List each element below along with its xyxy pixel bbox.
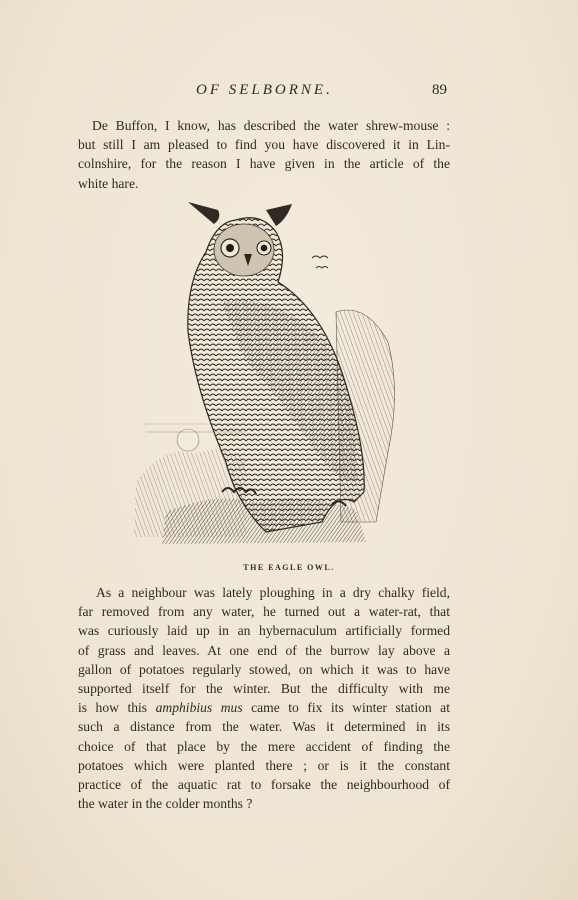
text-segment: is how this	[78, 700, 156, 716]
text-line: white hare.	[78, 175, 139, 191]
italic-latin-term: amphibius mus	[155, 700, 243, 716]
text-line: As a neighbour was lately ploughing in a dry chalky field,	[96, 585, 450, 600]
text-line: such a distance from the water. Was it determined in its	[78, 719, 450, 735]
text-segment: came to fix its winter station at	[251, 700, 450, 716]
running-head	[0, 82, 578, 106]
paragraph-2	[78, 583, 450, 813]
text-line: colnshire, for the reason I have given in the article of the	[78, 156, 450, 172]
running-title: OF SELBORNE.	[196, 82, 333, 98]
text-line: of grass and leaves. At one end of the burrow lay above a	[78, 642, 450, 658]
text-line-with-italic	[78, 698, 450, 717]
text-line: but still I am pleased to find you have discovered it in Lin-	[78, 137, 450, 153]
text-line: choice of that place by the mere accident of finding the	[78, 738, 450, 754]
text-line: far removed from any water, he turned out a water-rat, that	[78, 604, 450, 620]
text-line: gallon of potatoes regularly stowed, on which it was to have	[78, 661, 450, 677]
text-line: supported itself for the winter. But the difficulty with me	[78, 681, 450, 697]
page-number: 89	[432, 82, 447, 98]
illustration-caption: THE EAGLE OWL.	[243, 563, 335, 572]
text-line: potatoes which were planted there ; or is it the constant	[78, 757, 450, 773]
text-line: was curiously laid up in an hybernaculum artificially formed	[78, 623, 450, 639]
text-line: the water in the colder months ?	[78, 796, 253, 812]
paragraph-1	[78, 116, 450, 193]
eagle-owl-engraving	[126, 192, 406, 556]
text-line: practice of the aquatic rat to forsake the neighbourhood of	[78, 777, 450, 793]
text-line: De Buffon, I know, has described the water shrew-mouse :	[92, 118, 450, 133]
